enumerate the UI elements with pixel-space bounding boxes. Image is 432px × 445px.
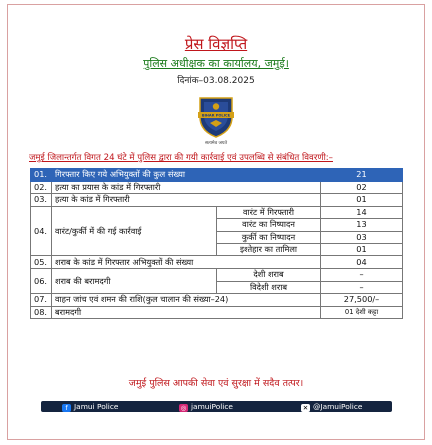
daily-report-table bbox=[30, 168, 403, 319]
table-row bbox=[31, 268, 403, 281]
row-label: शराब के कांड में गिरफ्तार अभियुक्तों की संख्या bbox=[52, 256, 321, 269]
facebook-handle: Jamui Police bbox=[74, 402, 119, 411]
instagram-handle: jamuiPolice bbox=[191, 402, 233, 411]
release-date: दिनांक–03.08.2025 bbox=[177, 76, 255, 86]
sub-row-value: 03 bbox=[321, 231, 403, 243]
row-number: 08. bbox=[31, 306, 52, 319]
sub-row-value: – bbox=[321, 268, 403, 281]
table-row bbox=[31, 306, 403, 319]
office-name: पुलिस अधीक्षक का कार्यालय, जमुई। bbox=[143, 57, 289, 70]
x-icon: ✕ bbox=[302, 404, 309, 412]
row-label: शराब की बरामदगी bbox=[52, 268, 217, 293]
x-link[interactable] bbox=[301, 401, 362, 412]
service-slogan: जमुई पुलिस आपकी सेवा एवं सुरक्षा में सदैव तत्पर। bbox=[128, 378, 304, 389]
row-value: 04 bbox=[321, 256, 403, 269]
sub-row-value: 14 bbox=[321, 206, 403, 218]
emblem-motto: सत्यमेव जयते bbox=[204, 141, 228, 146]
row-label: वाहन जांच एवं शमन की राशि(कुल चालान की संख्या–24) bbox=[52, 294, 321, 307]
row-label: गिरफ्तार किए गये अभियुक्तों की कुल संख्या bbox=[52, 169, 321, 182]
sub-row-value: 13 bbox=[321, 219, 403, 231]
row-number: 05. bbox=[31, 256, 52, 269]
row-number: 06. bbox=[31, 268, 52, 293]
sub-row-label: देशी शराब bbox=[217, 268, 321, 281]
table-row bbox=[31, 181, 403, 194]
instagram-link[interactable] bbox=[179, 401, 233, 412]
facebook-link[interactable] bbox=[62, 401, 118, 412]
sub-row-value: 01 bbox=[321, 243, 403, 255]
social-media-bar bbox=[41, 401, 392, 412]
row-label: बरामदगी bbox=[52, 306, 321, 319]
instagram-icon: ◎ bbox=[180, 404, 187, 412]
facebook-icon: f bbox=[62, 404, 71, 412]
row-number: 03. bbox=[31, 194, 52, 207]
sub-row-value: – bbox=[321, 281, 403, 294]
bihar-police-emblem-icon bbox=[194, 93, 238, 139]
row-value: 02 bbox=[321, 181, 403, 194]
row-label: वारंट/कुर्की में की गई कार्रवाई bbox=[52, 206, 217, 256]
row-value: 01 देशी कट्टा bbox=[321, 306, 403, 319]
intro-text: जमुई जिलान्तर्गत विगत 24 घंटे में पुलिस द्वारा की गयी कार्रवाई एवं उपलब्धि से संबंधित विवरणी:– bbox=[29, 153, 333, 163]
row-value: 01 bbox=[321, 194, 403, 207]
table-row bbox=[31, 194, 403, 207]
sub-row-label: वारंट में गिरफ्तारी bbox=[217, 206, 321, 218]
emblem-banner-text: BIHAR POLICE bbox=[201, 113, 231, 118]
row-label: हत्या का प्रयास के कांड में गिरफ्तारी bbox=[52, 181, 321, 194]
row-value: 21 bbox=[321, 169, 403, 182]
sub-row-label: विदेशी शराब bbox=[217, 281, 321, 294]
row-number: 07. bbox=[31, 294, 52, 307]
page-title: प्रेस विज्ञप्ति bbox=[184, 35, 248, 53]
row-label: हत्या के कांड में गिरफ्तारी bbox=[52, 194, 321, 207]
sub-row-label: इश्तेहार का तामिला bbox=[217, 243, 321, 255]
row-number: 01. bbox=[31, 169, 52, 182]
table-row bbox=[31, 294, 403, 307]
sub-row-label: वारंट का निष्पादन bbox=[217, 219, 321, 231]
table-row bbox=[31, 256, 403, 269]
table-row bbox=[31, 169, 403, 182]
row-number: 04. bbox=[31, 206, 52, 256]
sub-row-label: कुर्की का निष्पादन bbox=[217, 231, 321, 243]
x-handle: @JamuiPolice bbox=[313, 402, 363, 411]
table-row bbox=[31, 206, 403, 218]
row-value: 27,500/– bbox=[321, 294, 403, 307]
row-number: 02. bbox=[31, 181, 52, 194]
